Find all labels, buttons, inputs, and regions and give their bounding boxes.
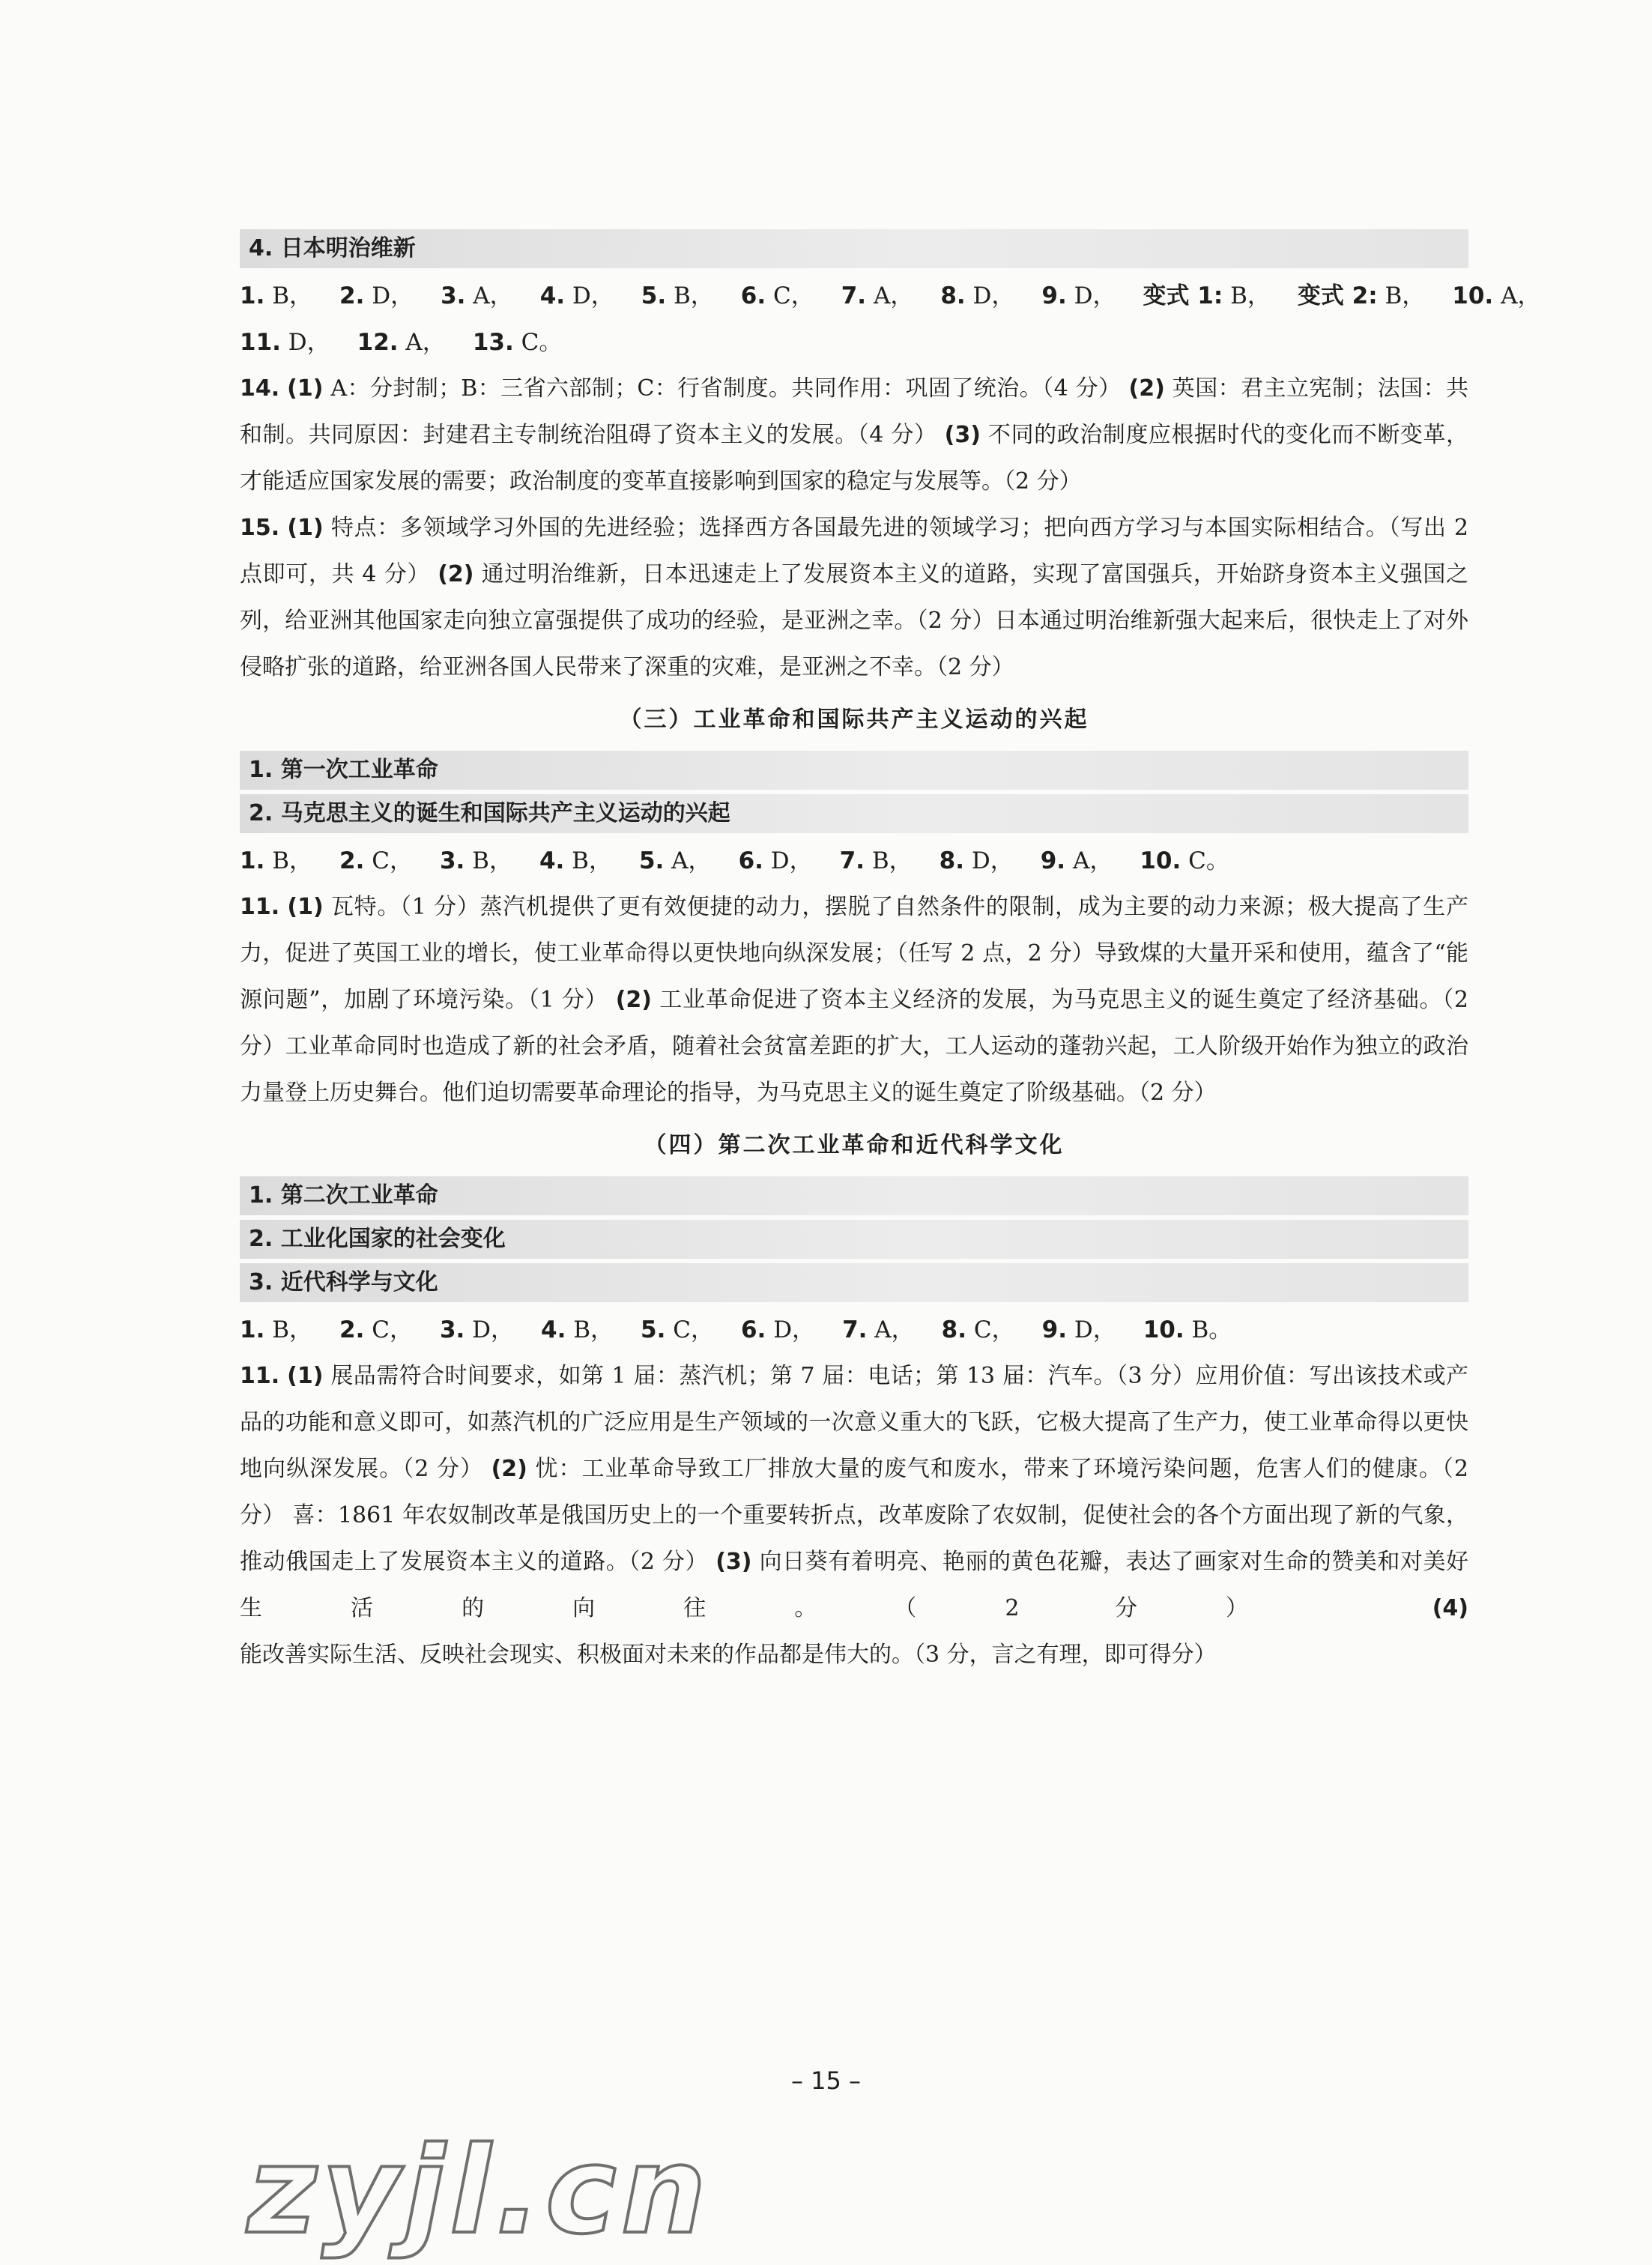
answer-choice: B， <box>272 847 312 874</box>
answer-choice: D， <box>972 282 1015 309</box>
answer-number: 9. <box>1040 847 1066 874</box>
answer-choice: B， <box>1230 282 1271 309</box>
answer-item <box>357 329 446 356</box>
answer-item <box>339 282 414 309</box>
answer-item <box>741 282 814 309</box>
answer-number: 10. <box>1140 847 1181 874</box>
answer-item <box>1143 1316 1232 1343</box>
answer-number: 12. <box>357 329 399 356</box>
answer-choice: B， <box>871 847 913 874</box>
answer-choice: C， <box>673 1316 714 1343</box>
answer-item <box>739 847 813 874</box>
answer-list-part3 <box>240 838 1468 884</box>
answer-choice: B， <box>472 847 512 874</box>
answer-number: 5. <box>638 847 665 874</box>
answer-item <box>1041 847 1113 874</box>
answer-number: 2. <box>339 282 365 309</box>
answer-choice: C， <box>372 1316 413 1343</box>
answer-item <box>1143 282 1270 309</box>
answer-item <box>339 1316 413 1343</box>
answer-item <box>940 847 1014 874</box>
answer-item <box>1298 282 1425 309</box>
answer-number: 1. <box>240 282 265 309</box>
answer-choice: A， <box>1501 282 1541 309</box>
answer-number: 4. <box>539 847 565 874</box>
answer-choice: A， <box>874 1316 915 1343</box>
answer-number: 5. <box>641 282 667 309</box>
answer-item <box>473 329 563 356</box>
answer-number: 9. <box>1041 1316 1067 1343</box>
answer-item <box>240 329 330 356</box>
answer-choice: A， <box>1072 847 1113 874</box>
answer-number: 2. <box>339 847 365 874</box>
answer-choice: A， <box>473 282 513 309</box>
answer-number: 8. <box>941 1316 967 1343</box>
section-title-part3: （三）工业革命和国际共产主义运动的兴起 <box>619 707 1089 733</box>
answer-item <box>641 1316 714 1343</box>
answer-item <box>639 847 712 874</box>
answer-item <box>540 282 614 309</box>
answer-choice: C。 <box>1188 847 1229 874</box>
answer-choice: A， <box>873 282 914 309</box>
answer-item <box>842 1316 915 1343</box>
answer-choice: D， <box>372 282 414 309</box>
answer-item <box>339 847 413 874</box>
answer-item <box>539 847 612 874</box>
answer-number: 6. <box>738 847 763 874</box>
answer-choice: B， <box>673 282 714 309</box>
answer-number: 7. <box>842 1316 868 1343</box>
answer-item <box>1041 282 1116 309</box>
answer-number: 4. <box>541 1316 566 1343</box>
question-11-part4: 11. (1) 展品需符合时间要求，如第 1 届：蒸汽机；第 7 届：电话；第 13 届：汽车。（3 分）应用价值：写出该技术或产品的功能和意义即可，如蒸汽机的广泛应用是生产领域的一次意义重大的飞跃，它极大提高了生产力，使工业革命得以更快地向纵深发展。（2 分） (2) 忧：工业革命导致工厂排放大量的废气和废水，带来了环境污染问题，危害人们的健康。（2 分） 喜：1861 年农奴制改革是俄国历史上的一个重要转折点，改革废除了农奴制，促使社会的各个方面出现了新的气象，推动俄国走上了发展资本主义的道路。（2 分） (3) 向日葵有着明亮、艳丽的黄色花瓣，表达了画家对生命的赞美和对美好生活的向往。（2 分） (4) 能改善实际生活、反映社会现实、积极面对未来的作品都是伟大的。（3 分，言之有理，即可得分） <box>240 1363 1468 1668</box>
question-14: 14. (1) A：分封制；B：三省六部制；C：行省制度。共同作用：巩固了统治。（4 分） (2) 英国：君主立宪制；法国：共和制。共同原因：封建君主专制统治阻碍了资本主义的发展。（4 分） (3) 不同的政治制度应根据时代的变化而不断变革，才能适应国家发展的需要；政治制度的变革直接影响到国家的稳定与发展等。（2 分） <box>240 375 1469 495</box>
answer-item <box>841 282 914 309</box>
heading-industrial-society: 2. 工业化国家的社会变化 <box>240 1220 1468 1259</box>
answer-choice: A， <box>671 847 712 874</box>
answer-number: 4. <box>539 282 566 309</box>
answer-item <box>741 1316 815 1343</box>
answer-number: 3. <box>439 847 465 874</box>
answer-number: 7. <box>839 847 865 874</box>
heading-second-industrial-revolution: 1. 第二次工业革命 <box>240 1176 1468 1215</box>
answer-choice: C， <box>372 847 413 874</box>
heading-first-industrial-revolution: 1. 第一次工业革命 <box>240 751 1468 790</box>
answer-number: 7. <box>841 282 867 309</box>
page-number: – 15 – <box>790 2066 862 2095</box>
answer-item <box>940 282 1014 309</box>
answer-number: 1. <box>240 1316 265 1343</box>
answer-item <box>942 1316 1015 1343</box>
answer-number: 6. <box>740 282 766 309</box>
answer-number: 8. <box>940 282 966 309</box>
answer-number: 3. <box>439 1316 465 1343</box>
answer-number: 2. <box>339 1316 365 1343</box>
answer-item <box>541 1316 614 1343</box>
answer-item <box>441 282 513 309</box>
answer-number: 5. <box>641 1316 666 1343</box>
answer-item <box>1452 282 1540 309</box>
answer-choice: D， <box>572 282 614 309</box>
section-title-part4: （四）第二次工业革命和近代科学文化 <box>644 1132 1065 1158</box>
heading-modern-science-culture: 3. 近代科学与文化 <box>240 1263 1468 1302</box>
answer-choice: C， <box>973 1316 1015 1343</box>
answer-choice: D， <box>1074 282 1116 309</box>
answer-item <box>641 282 714 309</box>
answer-choice: B， <box>572 847 612 874</box>
answer-choice: D， <box>288 329 330 356</box>
answer-choice: A， <box>405 329 446 356</box>
answer-item <box>240 847 312 874</box>
answer-list-sec4-line2 <box>240 319 1468 366</box>
answer-choice: B， <box>272 1316 312 1343</box>
answer-choice: C， <box>772 282 814 309</box>
answer-item <box>1140 847 1229 874</box>
answer-choice: D， <box>770 847 813 874</box>
answer-choice: B， <box>272 282 312 309</box>
answer-item <box>840 847 913 874</box>
answer-item <box>1042 1316 1116 1343</box>
answer-item <box>240 1316 312 1343</box>
answer-item <box>440 1316 514 1343</box>
question-11-part3: 11. (1) 瓦特。（1 分）蒸汽机提供了更有效便捷的动力，摆脱了自然条件的限制，成为主要的动力来源；极大提高了生产力，促进了英国工业的增长，使工业革命得以更快地向纵深发展；（任写 2 点，2 分）导致煤的大量开采和使用，蕴含了“能源问题”，加剧了环境污染。（1 分） (2) 工业革命促进了资本主义经济的发展，为马克思主义的诞生奠定了经济基础。（2 分）工业革命同时也造成了新的社会矛盾，随着社会贫富差距的扩大，工人运动的蓬勃兴起，工人阶级开始作为独立的政治力量登上历史舞台。他们迫切需要革命理论的指导，为马克思主义的诞生奠定了阶级基础。（2 分） <box>240 894 1469 1106</box>
answer-choice: D， <box>971 847 1014 874</box>
answer-choice: B， <box>573 1316 614 1343</box>
answer-number: 11. <box>240 329 281 356</box>
answer-choice: C。 <box>521 329 563 356</box>
answer-list-part4 <box>240 1307 1468 1353</box>
answer-page <box>240 225 1541 1678</box>
answer-number: 10. <box>1143 1316 1184 1343</box>
answer-list-sec4-line1 <box>240 273 1541 319</box>
answer-choice: D， <box>773 1316 816 1343</box>
answer-number: 1. <box>240 847 265 874</box>
answer-item <box>240 282 312 309</box>
answer-choice: B， <box>1385 282 1426 309</box>
answer-number: 13. <box>472 329 514 356</box>
answer-number: 变式 1: <box>1143 282 1223 309</box>
answer-choice: B。 <box>1191 1316 1232 1343</box>
answer-choice: D， <box>1074 1316 1116 1343</box>
heading-marxism: 2. 马克思主义的诞生和国际共产主义运动的兴起 <box>240 794 1468 833</box>
answer-number: 10. <box>1452 282 1494 309</box>
heading-meiji-restoration: 4. 日本明治维新 <box>240 229 1468 268</box>
answer-item <box>440 847 512 874</box>
answer-number: 8. <box>939 847 964 874</box>
answer-number: 6. <box>740 1316 766 1343</box>
answer-number: 变式 2: <box>1297 282 1378 309</box>
answer-choice: D， <box>472 1316 515 1343</box>
question-15: 15. (1) 特点：多领域学习外国的先进经验；选择西方各国最先进的领域学习；把向西方学习与本国实际相结合。（写出 2 点即可，共 4 分） (2) 通过明治维新，日本迅速走上了发展资本主义的道路，实现了富国强兵，开始跻身资本主义强国之列，给亚洲其他国家走向独立富强提供了成功的经验，是亚洲之幸。（2 分）日本通过明治维新强大起来后，很快走上了对外侵略扩张的道路，给亚洲各国人民带来了深重的灾难，是亚洲之不幸。（2 分） <box>240 515 1468 680</box>
answer-number: 3. <box>441 282 466 309</box>
answer-number: 9. <box>1041 282 1067 309</box>
watermark-logo: zyjl.cn <box>247 2120 711 2261</box>
